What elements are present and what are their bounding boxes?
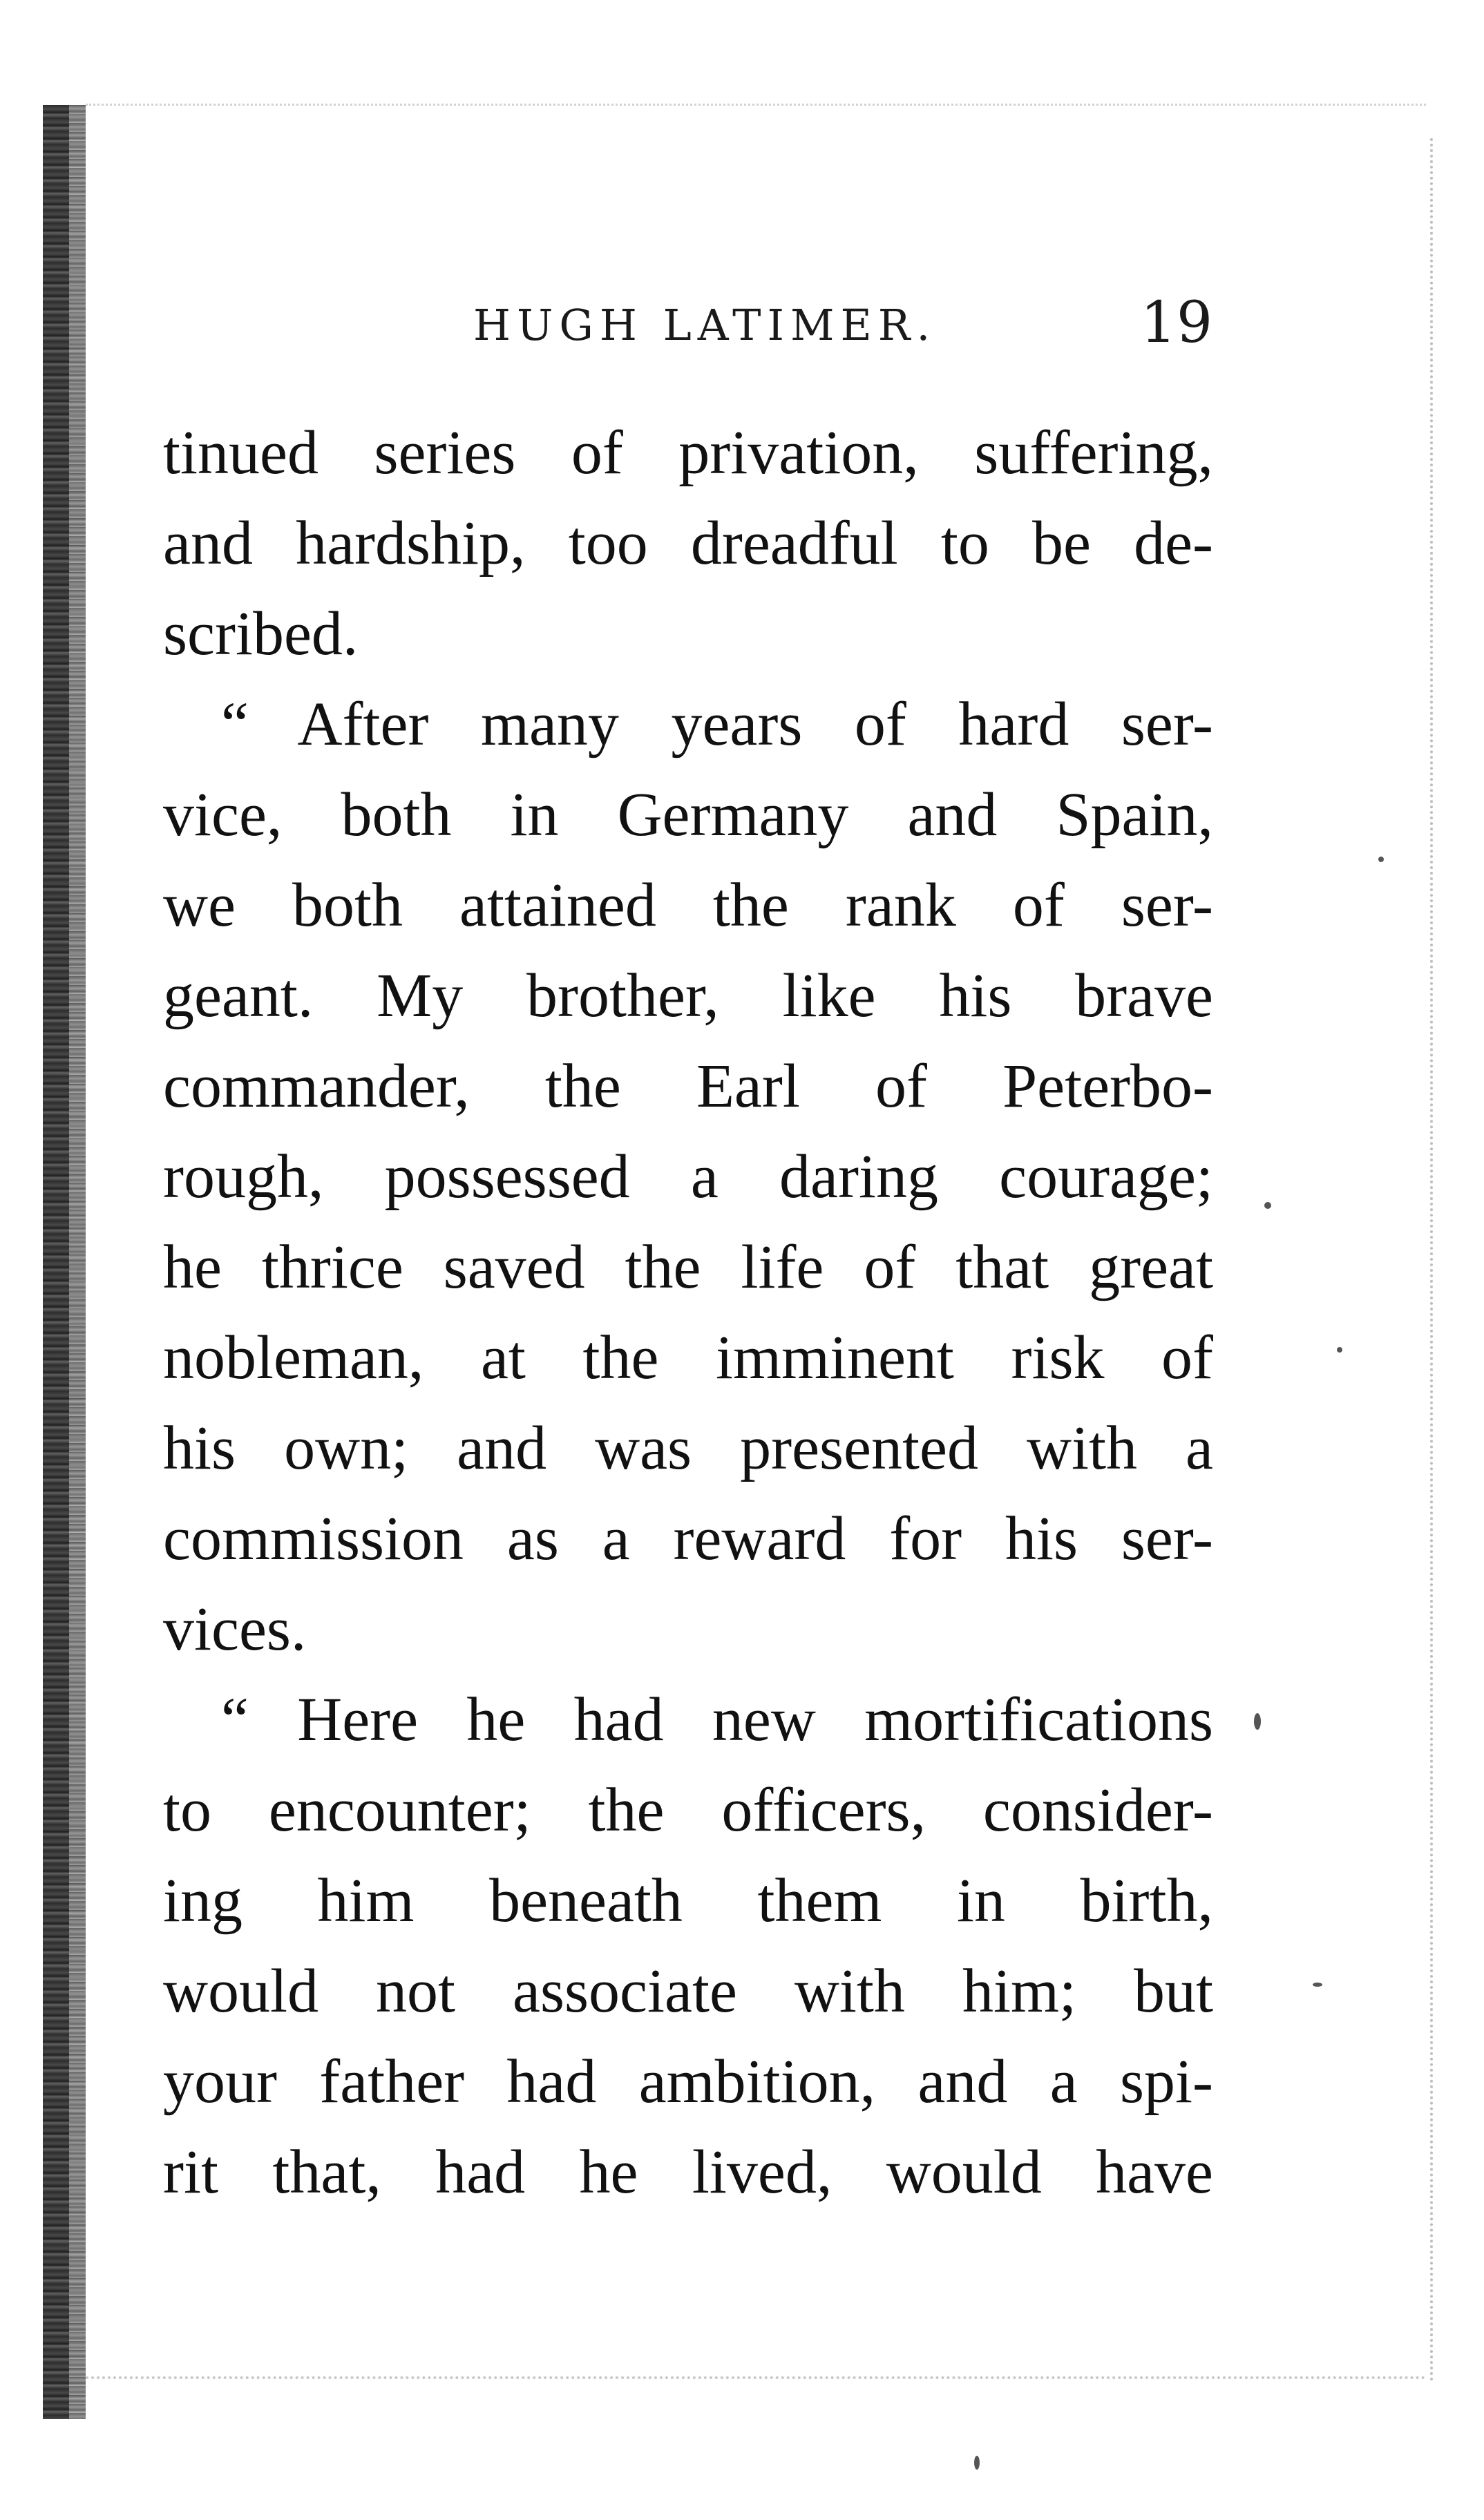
scan-speck bbox=[1264, 1202, 1271, 1209]
text-line: “ Here he had new mortifications bbox=[221, 1686, 1213, 1754]
text-line: his own; and was presented with a bbox=[163, 1414, 1213, 1482]
scan-speck bbox=[1337, 1347, 1342, 1353]
text-line: rit that, had he lived, would have bbox=[163, 2138, 1213, 2206]
scan-bottom-edge bbox=[86, 2376, 1426, 2379]
text-line: he thrice saved the life of that great bbox=[163, 1233, 1213, 1301]
text-line: commander, the Earl of Peterbo- bbox=[163, 1052, 1213, 1120]
body-text bbox=[163, 408, 1213, 2217]
text-line: rough, possessed a daring courage; bbox=[163, 1143, 1213, 1211]
page-number: 19 bbox=[1140, 290, 1212, 356]
scan-top-edge bbox=[86, 104, 1426, 106]
text-line: commission as a reward for his ser- bbox=[163, 1505, 1213, 1573]
text-line: we both attained the rank of ser- bbox=[163, 871, 1213, 939]
text-line: tinued series of privation, suffering, bbox=[163, 419, 1213, 487]
text-line: your father had ambition, and a spi- bbox=[163, 2048, 1213, 2116]
text-line: vice, both in Germany and Spain, bbox=[163, 781, 1213, 849]
running-title: HUGH LATIMER. bbox=[473, 300, 937, 350]
text-line: ing him beneath them in birth, bbox=[163, 1867, 1213, 1935]
text-line: nobleman, at the imminent risk of bbox=[163, 1324, 1213, 1392]
binding-gutter bbox=[43, 105, 86, 2419]
running-head bbox=[162, 290, 1212, 366]
text-line: to encounter; the officers, consider- bbox=[163, 1776, 1213, 1844]
text-line: vices. bbox=[163, 1595, 307, 1663]
text-line: and hardship, too dreadful to be de- bbox=[163, 509, 1213, 578]
text-line: geant. My brother, like his brave bbox=[163, 962, 1213, 1030]
scan-speck bbox=[1378, 857, 1384, 862]
text-line: scribed. bbox=[163, 600, 359, 668]
scan-speck bbox=[1313, 1983, 1322, 1987]
scan-speck bbox=[974, 2456, 980, 2470]
scan-speck bbox=[1254, 1713, 1261, 1730]
text-line: would not associate with him; but bbox=[163, 1957, 1213, 2025]
text-line: “ After many years of hard ser- bbox=[221, 690, 1213, 758]
scan-right-edge bbox=[1430, 138, 1433, 2383]
